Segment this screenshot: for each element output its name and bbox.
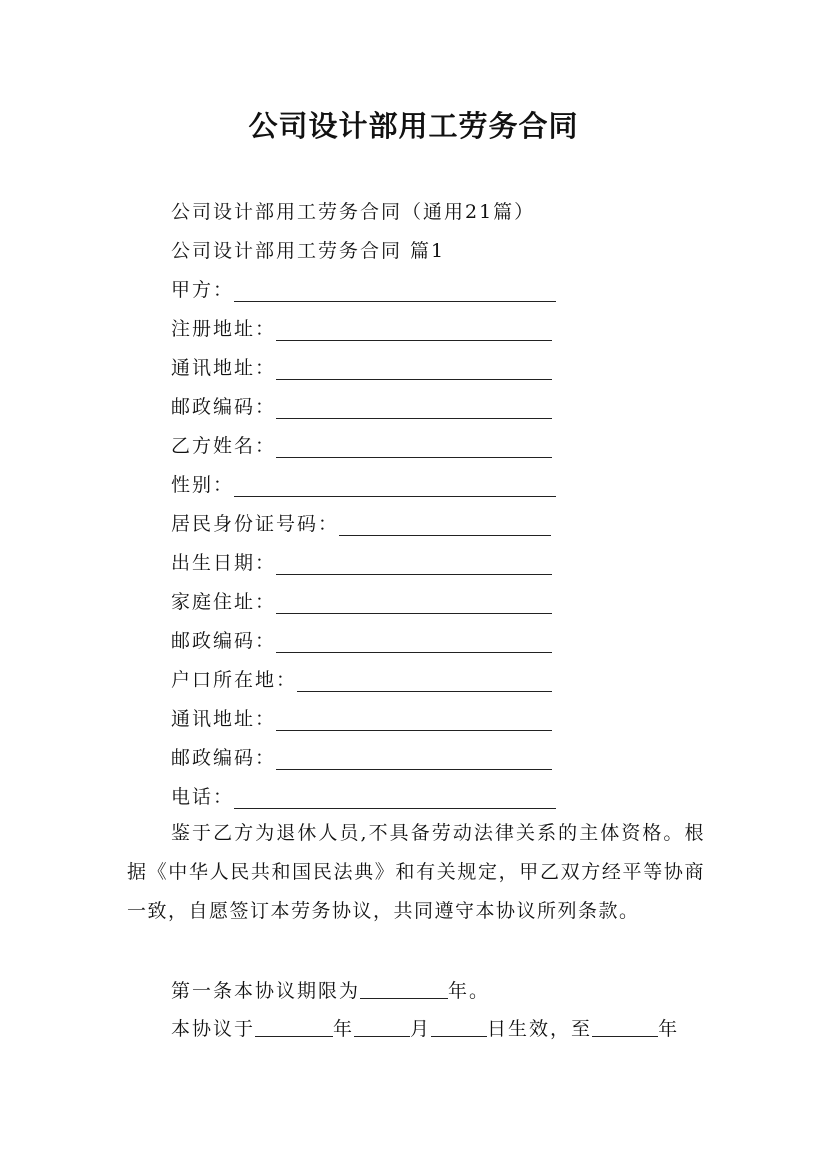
fill-in-blank[interactable] <box>276 435 552 458</box>
clause-text: 本协议于 <box>171 1018 256 1040</box>
fill-in-blank[interactable] <box>354 1016 410 1037</box>
fill-in-blank[interactable] <box>276 357 552 380</box>
field-gender <box>171 470 556 500</box>
field-label: 邮政编码： <box>171 630 277 652</box>
field-label: 电话： <box>171 786 235 808</box>
document-subtitle: 公司设计部用工劳务合同（通用21篇） <box>171 201 536 223</box>
field-label: 通讯地址： <box>171 708 277 730</box>
document-title: 公司设计部用工劳务合同 <box>248 109 579 143</box>
clause-text: 年。 <box>448 980 491 1002</box>
clause-text: 年 <box>658 1018 680 1040</box>
field-label: 注册地址： <box>171 318 277 340</box>
fill-in-blank[interactable] <box>234 474 556 497</box>
field-postal-code <box>171 392 552 422</box>
field-label: 邮政编码： <box>171 747 277 769</box>
field-id-number <box>171 509 551 539</box>
field-label: 甲方： <box>171 279 235 301</box>
fill-in-blank[interactable] <box>276 708 552 731</box>
clause-text: 日生效，至 <box>487 1018 593 1040</box>
field-label: 出生日期： <box>171 552 277 574</box>
fill-in-blank[interactable] <box>592 1016 658 1037</box>
fill-in-blank[interactable] <box>339 513 551 536</box>
field-phone <box>171 782 556 812</box>
fill-in-blank[interactable] <box>234 279 556 302</box>
fill-in-blank[interactable] <box>276 396 552 419</box>
fill-in-blank[interactable] <box>234 786 556 809</box>
field-mailing-address <box>171 353 552 383</box>
clause-text: 第一条本协议期限为 <box>171 980 361 1002</box>
field-registered-address <box>171 314 552 344</box>
field-household-registration <box>171 665 552 695</box>
section-heading: 公司设计部用工劳务合同 篇1 <box>171 240 446 262</box>
fill-in-blank[interactable] <box>276 318 552 341</box>
clause-text: 月 <box>410 1018 432 1040</box>
fill-in-blank[interactable] <box>276 591 552 614</box>
clause-term <box>171 976 490 1006</box>
field-party-b-name <box>171 431 552 461</box>
field-mailing-address <box>171 704 552 734</box>
field-postal-code <box>171 626 552 656</box>
field-label: 家庭住址： <box>171 591 277 613</box>
fill-in-blank[interactable] <box>276 747 552 770</box>
fill-in-blank[interactable] <box>276 552 552 575</box>
field-label: 邮政编码： <box>171 396 277 418</box>
field-party-a <box>171 275 556 305</box>
fill-in-blank[interactable] <box>297 669 552 692</box>
field-label: 乙方姓名： <box>171 435 277 457</box>
field-label: 户口所在地： <box>171 669 298 691</box>
fill-in-blank[interactable] <box>276 630 552 653</box>
field-postal-code <box>171 743 552 773</box>
fill-in-blank[interactable] <box>431 1016 487 1037</box>
field-label: 居民身份证号码： <box>171 513 340 535</box>
fill-in-blank[interactable] <box>360 978 448 999</box>
field-birth-date <box>171 548 552 578</box>
field-label: 性别： <box>171 474 235 496</box>
field-label: 通讯地址： <box>171 357 277 379</box>
fill-in-blank[interactable] <box>255 1016 333 1037</box>
field-home-address <box>171 587 552 617</box>
clause-effective-date <box>171 1014 679 1044</box>
clause-text: 年 <box>333 1018 355 1040</box>
preamble-paragraph: 鉴于乙方为退休人员,不具备劳动法律关系的主体资格。根据《中华人民共和国民法典》和有关规定，甲乙双方经平等协商一致，自愿签订本劳务协议，共同遵守本协议所列条款。 <box>127 822 705 922</box>
